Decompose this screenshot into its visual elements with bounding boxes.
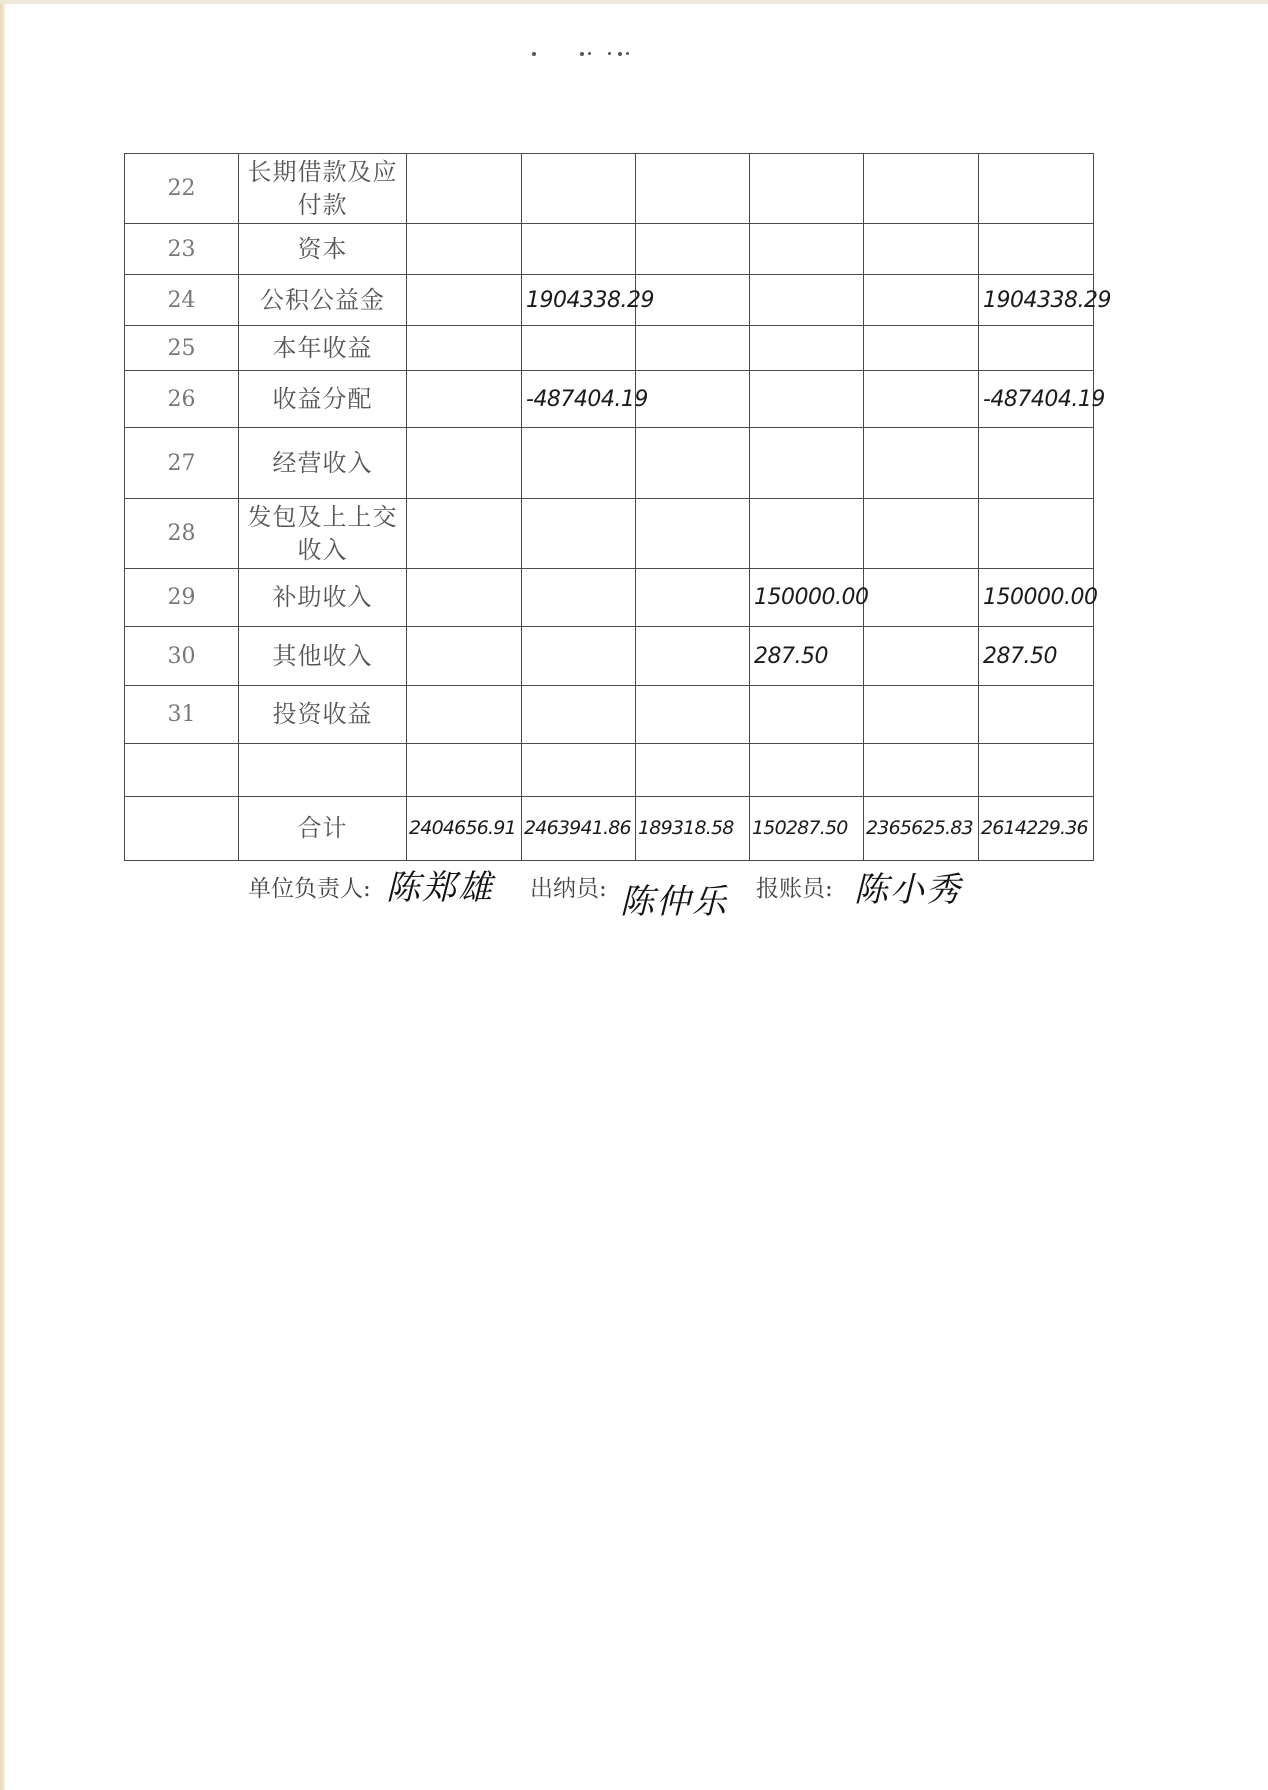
total-row xyxy=(125,797,1094,861)
account-name: 补助收入 xyxy=(239,569,407,627)
account-name: 发包及上上交收入 xyxy=(239,499,407,569)
top-marks xyxy=(528,48,638,62)
total-label: 合计 xyxy=(239,797,407,861)
row-number: 23 xyxy=(125,224,239,275)
value-cell xyxy=(864,371,979,428)
value-cell: 1904338.29 xyxy=(979,275,1094,326)
table-row xyxy=(125,569,1094,627)
value-cell: 1904338.29 xyxy=(522,275,636,326)
value-cell xyxy=(636,627,750,686)
value-cell xyxy=(864,744,979,797)
value-cell xyxy=(407,569,522,627)
value-cell xyxy=(407,744,522,797)
value-cell: -487404.19 xyxy=(979,371,1094,428)
value-cell xyxy=(979,224,1094,275)
value-cell xyxy=(407,326,522,371)
row-number: 26 xyxy=(125,371,239,428)
top-shade xyxy=(0,0,1268,4)
row-number: 27 xyxy=(125,428,239,499)
value-cell xyxy=(864,154,979,224)
signature-line xyxy=(248,866,1008,936)
accountant-label: 报账员: xyxy=(756,876,833,902)
ledger-body xyxy=(125,154,1111,861)
value-cell xyxy=(864,627,979,686)
value-cell xyxy=(750,326,864,371)
value-cell xyxy=(636,686,750,744)
accountant-signature: 陈小秀 xyxy=(854,870,962,910)
value-cell xyxy=(979,499,1094,569)
value-cell xyxy=(407,154,522,224)
table-row xyxy=(125,154,1094,224)
value-cell xyxy=(407,428,522,499)
value-cell xyxy=(636,371,750,428)
table-row xyxy=(125,499,1094,569)
table-row xyxy=(125,428,1094,499)
account-name: 公积公益金 xyxy=(239,275,407,326)
value-cell xyxy=(750,154,864,224)
value-cell xyxy=(979,428,1094,499)
value-cell xyxy=(750,275,864,326)
value-cell xyxy=(636,499,750,569)
value-cell xyxy=(636,326,750,371)
table-row xyxy=(125,686,1094,744)
value-cell xyxy=(750,744,864,797)
account-name: 长期借款及应付款 xyxy=(239,154,407,224)
total-value-cell: 2614229.36 xyxy=(979,797,1094,861)
value-cell xyxy=(750,428,864,499)
table-row xyxy=(125,224,1094,275)
row-number: 31 xyxy=(125,686,239,744)
value-cell xyxy=(407,686,522,744)
value-cell xyxy=(750,499,864,569)
value-cell xyxy=(407,224,522,275)
value-cell xyxy=(864,224,979,275)
value-cell xyxy=(750,224,864,275)
value-cell: -487404.19 xyxy=(522,371,636,428)
total-value-cell: 2404656.91 xyxy=(407,797,522,861)
value-cell: 150000.00 xyxy=(750,569,864,627)
value-cell: 287.50 xyxy=(750,627,864,686)
value-cell xyxy=(636,569,750,627)
value-cell xyxy=(636,224,750,275)
value-cell xyxy=(522,744,636,797)
account-name: 收益分配 xyxy=(239,371,407,428)
value-cell xyxy=(864,569,979,627)
value-cell xyxy=(979,686,1094,744)
value-cell xyxy=(864,686,979,744)
table-row xyxy=(125,627,1094,686)
table-row xyxy=(125,371,1094,428)
total-value-cell: 150287.50 xyxy=(750,797,864,861)
value-cell xyxy=(979,154,1094,224)
cashier-label: 出纳员: xyxy=(530,876,607,902)
account-name: 本年收益 xyxy=(239,326,407,371)
account-name: 经营收入 xyxy=(239,428,407,499)
row-number: 24 xyxy=(125,275,239,326)
value-cell xyxy=(864,275,979,326)
value-cell xyxy=(407,499,522,569)
row-number: 30 xyxy=(125,627,239,686)
page-edge xyxy=(0,0,5,1790)
table-row xyxy=(125,326,1094,371)
row-number: 29 xyxy=(125,569,239,627)
value-cell xyxy=(522,569,636,627)
value-cell xyxy=(979,744,1094,797)
value-cell xyxy=(407,627,522,686)
value-cell xyxy=(407,371,522,428)
row-number xyxy=(125,744,239,797)
value-cell xyxy=(522,224,636,275)
value-cell: 287.50 xyxy=(979,627,1094,686)
cashier-signature: 陈仲乐 xyxy=(620,882,728,922)
value-cell xyxy=(522,428,636,499)
table-row xyxy=(125,744,1094,797)
value-cell xyxy=(636,154,750,224)
unit-head-label: 单位负责人: xyxy=(248,876,371,902)
value-cell: 150000.00 xyxy=(979,569,1094,627)
value-cell xyxy=(522,686,636,744)
account-name: 投资收益 xyxy=(239,686,407,744)
value-cell xyxy=(522,627,636,686)
value-cell xyxy=(636,428,750,499)
value-cell xyxy=(979,326,1094,371)
value-cell xyxy=(864,326,979,371)
account-name xyxy=(239,744,407,797)
value-cell xyxy=(864,428,979,499)
row-number xyxy=(125,797,239,861)
value-cell xyxy=(750,371,864,428)
value-cell xyxy=(864,499,979,569)
value-cell xyxy=(522,499,636,569)
total-value-cell: 2463941.86 xyxy=(522,797,636,861)
value-cell xyxy=(750,686,864,744)
row-number: 25 xyxy=(125,326,239,371)
value-cell xyxy=(636,744,750,797)
table-row xyxy=(125,275,1094,326)
unit-head-signature: 陈郑雄 xyxy=(386,868,494,908)
total-value-cell: 2365625.83 xyxy=(864,797,979,861)
row-number: 22 xyxy=(125,154,239,224)
value-cell xyxy=(522,154,636,224)
row-number: 28 xyxy=(125,499,239,569)
account-name: 其他收入 xyxy=(239,627,407,686)
ledger-table xyxy=(124,153,1111,861)
account-name: 资本 xyxy=(239,224,407,275)
value-cell xyxy=(407,275,522,326)
total-value-cell: 189318.58 xyxy=(636,797,750,861)
value-cell xyxy=(522,326,636,371)
